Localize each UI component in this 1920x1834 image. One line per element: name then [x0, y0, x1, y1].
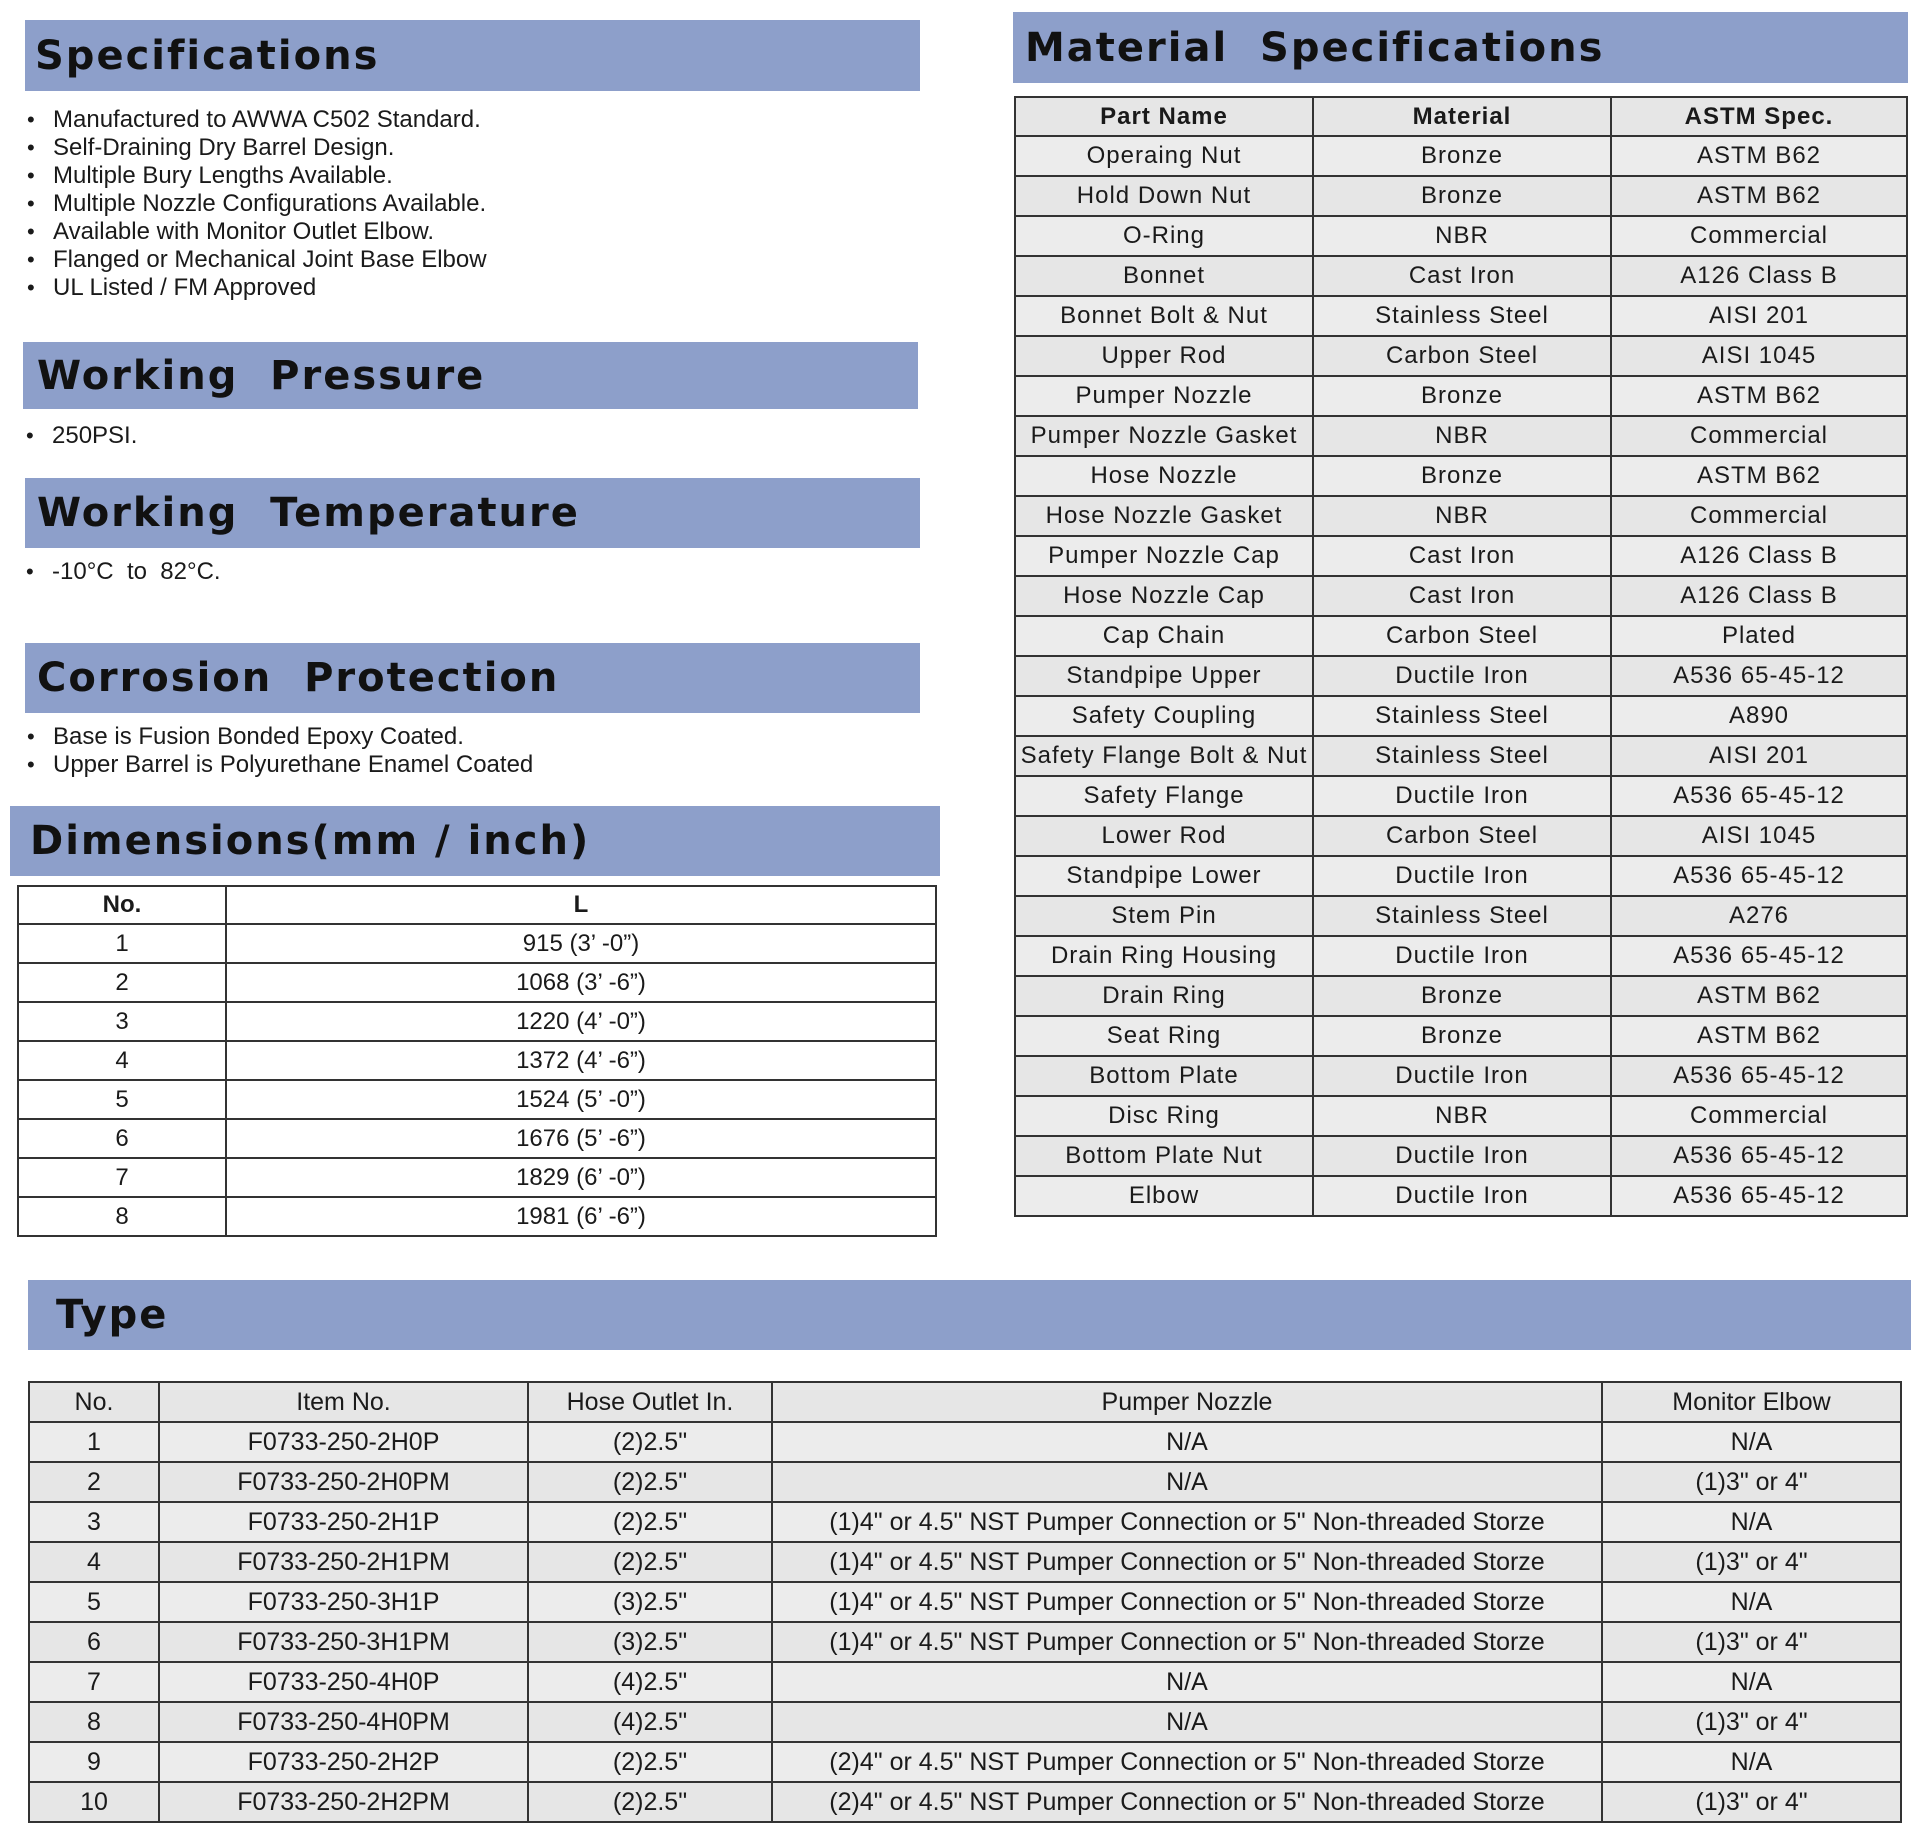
- table-row: [1015, 376, 1907, 416]
- table-cell: (1)4" or 4.5" NST Pumper Connection or 5" Non-threaded Storze: [772, 1622, 1602, 1662]
- table-cell: Bottom Plate Nut: [1015, 1136, 1313, 1176]
- table-row: [1015, 176, 1907, 216]
- table-row: [1015, 976, 1907, 1016]
- list-item: • Upper Barrel is Polyurethane Enamel Coated: [25, 751, 905, 779]
- table-cell: Pumper Nozzle: [1015, 376, 1313, 416]
- table-cell: ASTM B62: [1611, 1016, 1907, 1056]
- table-cell: NBR: [1313, 216, 1611, 256]
- list-item: • Available with Monitor Outlet Elbow.: [25, 218, 905, 246]
- column-header: No.: [29, 1382, 159, 1422]
- table-cell: Cap Chain: [1015, 616, 1313, 656]
- table-cell: Seat Ring: [1015, 1016, 1313, 1056]
- list-item: • Self-Draining Dry Barrel Design.: [25, 134, 905, 162]
- table-cell: Cast Iron: [1313, 256, 1611, 296]
- table-cell: 1: [29, 1422, 159, 1462]
- table-cell: A890: [1611, 696, 1907, 736]
- table-cell: 4: [18, 1041, 226, 1080]
- table-row: [1015, 1096, 1907, 1136]
- list-item: • UL Listed / FM Approved: [25, 274, 905, 302]
- table-cell: 9: [29, 1742, 159, 1782]
- table-cell: Carbon Steel: [1313, 336, 1611, 376]
- corrosion-protection-header: [25, 643, 920, 713]
- dimensions-header: [10, 806, 940, 876]
- table-cell: Bonnet Bolt & Nut: [1015, 296, 1313, 336]
- list-item: • Flanged or Mechanical Joint Base Elbow: [25, 246, 905, 274]
- table-cell: AISI 201: [1611, 296, 1907, 336]
- table-cell: F0733-250-2H1PM: [159, 1542, 528, 1582]
- table-cell: Cast Iron: [1313, 536, 1611, 576]
- list-item: • Base is Fusion Bonded Epoxy Coated.: [25, 723, 905, 751]
- table-cell: AISI 1045: [1611, 816, 1907, 856]
- table-cell: 8: [18, 1197, 226, 1236]
- list-item: • Manufactured to AWWA C502 Standard.: [25, 106, 905, 134]
- column-header: ASTM Spec.: [1611, 97, 1907, 136]
- table-row: [1015, 216, 1907, 256]
- table-cell: Safety Flange: [1015, 776, 1313, 816]
- table-cell: A536 65-45-12: [1611, 936, 1907, 976]
- table-row: [18, 1158, 936, 1197]
- table-cell: (3)2.5": [528, 1622, 772, 1662]
- table-row: [18, 1002, 936, 1041]
- table-cell: Hose Nozzle: [1015, 456, 1313, 496]
- table-row: [1015, 336, 1907, 376]
- table-cell: A536 65-45-12: [1611, 1056, 1907, 1096]
- table-row: [18, 963, 936, 1002]
- table-cell: AISI 201: [1611, 736, 1907, 776]
- table-row: [29, 1542, 1901, 1582]
- table-cell: 915 (3’ -0”): [226, 924, 936, 963]
- table-row: [1015, 536, 1907, 576]
- table-cell: 7: [18, 1158, 226, 1197]
- table-cell: Hose Nozzle Gasket: [1015, 496, 1313, 536]
- column-header: Material: [1313, 97, 1611, 136]
- table-row: [18, 1119, 936, 1158]
- type-table: [28, 1381, 1902, 1823]
- table-row: [1015, 1136, 1907, 1176]
- table-cell: ASTM B62: [1611, 136, 1907, 176]
- table-cell: (4)2.5": [528, 1702, 772, 1742]
- table-row: [1015, 1016, 1907, 1056]
- table-cell: Hold Down Nut: [1015, 176, 1313, 216]
- table-row: [29, 1622, 1901, 1662]
- table-row: [1015, 296, 1907, 336]
- dimensions-title: Dimensions(mm / inch): [30, 818, 591, 864]
- specifications-header: [25, 20, 920, 91]
- table-cell: Upper Rod: [1015, 336, 1313, 376]
- table-row: [29, 1782, 1901, 1822]
- column-header: Pumper Nozzle: [772, 1382, 1602, 1422]
- table-row: [1015, 496, 1907, 536]
- table-cell: Elbow: [1015, 1176, 1313, 1216]
- table-cell: 10: [29, 1782, 159, 1822]
- table-cell: Stainless Steel: [1313, 296, 1611, 336]
- table-cell: (1)4" or 4.5" NST Pumper Connection or 5" Non-threaded Storze: [772, 1502, 1602, 1542]
- table-cell: 2: [18, 963, 226, 1002]
- table-cell: N/A: [772, 1702, 1602, 1742]
- table-row: [29, 1662, 1901, 1702]
- column-header: Part Name: [1015, 97, 1313, 136]
- table-cell: N/A: [772, 1422, 1602, 1462]
- table-row: [29, 1582, 1901, 1622]
- specifications-title: Specifications: [35, 32, 380, 79]
- table-row: [1015, 456, 1907, 496]
- table-cell: Carbon Steel: [1313, 616, 1611, 656]
- table-cell: Safety Coupling: [1015, 696, 1313, 736]
- table-cell: N/A: [1602, 1662, 1901, 1702]
- table-cell: Bronze: [1313, 176, 1611, 216]
- table-row: [18, 1080, 936, 1119]
- table-cell: 3: [18, 1002, 226, 1041]
- table-cell: N/A: [1602, 1422, 1901, 1462]
- table-cell: F0733-250-2H1P: [159, 1502, 528, 1542]
- list-item: • Multiple Bury Lengths Available.: [25, 162, 905, 190]
- table-cell: Lower Rod: [1015, 816, 1313, 856]
- table-cell: AISI 1045: [1611, 336, 1907, 376]
- table-cell: (3)2.5": [528, 1582, 772, 1622]
- table-cell: (1)3" or 4": [1602, 1782, 1901, 1822]
- table-row: [1015, 576, 1907, 616]
- list-item: • Multiple Nozzle Configurations Available.: [25, 190, 905, 218]
- table-cell: 2: [29, 1462, 159, 1502]
- table-cell: Carbon Steel: [1313, 816, 1611, 856]
- table-cell: 1981 (6’ -6”): [226, 1197, 936, 1236]
- table-cell: N/A: [772, 1462, 1602, 1502]
- table-cell: F0733-250-2H0P: [159, 1422, 528, 1462]
- table-cell: ASTM B62: [1611, 376, 1907, 416]
- list-item: • 250PSI.: [24, 422, 904, 450]
- table-row: [1015, 1176, 1907, 1216]
- type-header: [28, 1280, 1911, 1350]
- table-row: [1015, 696, 1907, 736]
- table-cell: 8: [29, 1702, 159, 1742]
- table-cell: (1)3" or 4": [1602, 1702, 1901, 1742]
- material-specifications-table: [1014, 96, 1908, 1217]
- table-cell: Commercial: [1611, 416, 1907, 456]
- table-cell: A536 65-45-12: [1611, 856, 1907, 896]
- table-cell: Pumper Nozzle Cap: [1015, 536, 1313, 576]
- dimensions-table: [17, 885, 937, 1237]
- table-cell: Ductile Iron: [1313, 856, 1611, 896]
- table-cell: (4)2.5": [528, 1662, 772, 1702]
- table-cell: 5: [29, 1582, 159, 1622]
- table-cell: 1676 (5’ -6”): [226, 1119, 936, 1158]
- table-cell: Ductile Iron: [1313, 1136, 1611, 1176]
- table-cell: (1)4" or 4.5" NST Pumper Connection or 5" Non-threaded Storze: [772, 1542, 1602, 1582]
- table-cell: Bronze: [1313, 1016, 1611, 1056]
- table-cell: Ductile Iron: [1313, 776, 1611, 816]
- table-cell: (1)3" or 4": [1602, 1462, 1901, 1502]
- table-cell: Hose Nozzle Cap: [1015, 576, 1313, 616]
- material-specifications-header: [1013, 12, 1908, 83]
- table-cell: Cast Iron: [1313, 576, 1611, 616]
- table-cell: (2)2.5": [528, 1462, 772, 1502]
- table-cell: Disc Ring: [1015, 1096, 1313, 1136]
- table-row: [1015, 1056, 1907, 1096]
- column-header: No.: [18, 886, 226, 924]
- table-cell: Bonnet: [1015, 256, 1313, 296]
- table-cell: A276: [1611, 896, 1907, 936]
- table-cell: Safety Flange Bolt & Nut: [1015, 736, 1313, 776]
- table-cell: Drain Ring Housing: [1015, 936, 1313, 976]
- working-temperature-title: Working Temperature: [37, 490, 580, 536]
- table-row: [18, 924, 936, 963]
- table-cell: N/A: [1602, 1742, 1901, 1782]
- table-cell: Bronze: [1313, 456, 1611, 496]
- table-cell: 6: [29, 1622, 159, 1662]
- table-cell: F0733-250-2H2PM: [159, 1782, 528, 1822]
- table-cell: (1)3" or 4": [1602, 1542, 1901, 1582]
- table-row: [29, 1702, 1901, 1742]
- table-cell: ASTM B62: [1611, 976, 1907, 1016]
- table-cell: 5: [18, 1080, 226, 1119]
- table-cell: Bronze: [1313, 136, 1611, 176]
- table-cell: F0733-250-2H0PM: [159, 1462, 528, 1502]
- working-pressure-title: Working Pressure: [37, 352, 486, 399]
- column-header: L: [226, 886, 936, 924]
- working-temperature-list: [24, 558, 904, 586]
- column-header: Item No.: [159, 1382, 528, 1422]
- table-cell: 1: [18, 924, 226, 963]
- table-cell: N/A: [1602, 1582, 1901, 1622]
- material-specifications-title: Material Specifications: [1025, 24, 1605, 71]
- table-row: [18, 1197, 936, 1236]
- table-row: [1015, 856, 1907, 896]
- table-cell: Standpipe Lower: [1015, 856, 1313, 896]
- table-row: [1015, 896, 1907, 936]
- table-row: [1015, 656, 1907, 696]
- table-row: [29, 1422, 1901, 1462]
- table-row: [1015, 256, 1907, 296]
- table-cell: A536 65-45-12: [1611, 776, 1907, 816]
- working-pressure-list: [24, 422, 904, 450]
- table-cell: Bottom Plate: [1015, 1056, 1313, 1096]
- table-cell: F0733-250-3H1P: [159, 1582, 528, 1622]
- table-cell: A536 65-45-12: [1611, 656, 1907, 696]
- table-cell: Ductile Iron: [1313, 936, 1611, 976]
- table-cell: F0733-250-4H0PM: [159, 1702, 528, 1742]
- table-cell: A536 65-45-12: [1611, 1136, 1907, 1176]
- table-cell: NBR: [1313, 1096, 1611, 1136]
- table-cell: Stainless Steel: [1313, 896, 1611, 936]
- table-cell: Standpipe Upper: [1015, 656, 1313, 696]
- list-item: • -10°C to 82°C.: [24, 558, 904, 586]
- corrosion-protection-list: [25, 723, 905, 779]
- table-cell: A126 Class B: [1611, 536, 1907, 576]
- table-cell: 7: [29, 1662, 159, 1702]
- table-cell: 3: [29, 1502, 159, 1542]
- table-cell: 1829 (6’ -0”): [226, 1158, 936, 1197]
- corrosion-protection-title: Corrosion Protection: [37, 655, 560, 701]
- table-cell: (2)4" or 4.5" NST Pumper Connection or 5" Non-threaded Storze: [772, 1742, 1602, 1782]
- table-cell: NBR: [1313, 496, 1611, 536]
- table-cell: 1068 (3’ -6”): [226, 963, 936, 1002]
- table-cell: F0733-250-2H2P: [159, 1742, 528, 1782]
- table-cell: Commercial: [1611, 1096, 1907, 1136]
- table-cell: (2)2.5": [528, 1742, 772, 1782]
- table-cell: A126 Class B: [1611, 576, 1907, 616]
- table-row: [1015, 816, 1907, 856]
- table-row: [1015, 936, 1907, 976]
- table-cell: Plated: [1611, 616, 1907, 656]
- table-cell: N/A: [1602, 1502, 1901, 1542]
- table-cell: Stainless Steel: [1313, 736, 1611, 776]
- table-cell: (2)2.5": [528, 1542, 772, 1582]
- table-row: [1015, 776, 1907, 816]
- table-cell: NBR: [1313, 416, 1611, 456]
- table-cell: Ductile Iron: [1313, 1056, 1611, 1096]
- table-cell: Ductile Iron: [1313, 1176, 1611, 1216]
- table-row: [29, 1502, 1901, 1542]
- table-cell: 1524 (5’ -0”): [226, 1080, 936, 1119]
- table-cell: Operaing Nut: [1015, 136, 1313, 176]
- table-cell: 1220 (4’ -0”): [226, 1002, 936, 1041]
- table-cell: Bronze: [1313, 976, 1611, 1016]
- table-cell: (2)2.5": [528, 1422, 772, 1462]
- table-row: [1015, 616, 1907, 656]
- table-cell: Ductile Iron: [1313, 656, 1611, 696]
- table-cell: (1)4" or 4.5" NST Pumper Connection or 5" Non-threaded Storze: [772, 1582, 1602, 1622]
- table-cell: A536 65-45-12: [1611, 1176, 1907, 1216]
- table-cell: Commercial: [1611, 496, 1907, 536]
- table-row: [29, 1742, 1901, 1782]
- table-cell: (1)3" or 4": [1602, 1622, 1901, 1662]
- table-row: [29, 1462, 1901, 1502]
- table-cell: 4: [29, 1542, 159, 1582]
- table-cell: Commercial: [1611, 216, 1907, 256]
- table-cell: N/A: [772, 1662, 1602, 1702]
- table-cell: F0733-250-3H1PM: [159, 1622, 528, 1662]
- table-cell: (2)2.5": [528, 1502, 772, 1542]
- table-cell: F0733-250-4H0P: [159, 1662, 528, 1702]
- specifications-list: [25, 106, 905, 302]
- table-row: [18, 1041, 936, 1080]
- table-cell: 1372 (4’ -6”): [226, 1041, 936, 1080]
- table-cell: ASTM B62: [1611, 176, 1907, 216]
- table-row: [1015, 416, 1907, 456]
- table-row: [1015, 736, 1907, 776]
- table-cell: 6: [18, 1119, 226, 1158]
- table-cell: Stem Pin: [1015, 896, 1313, 936]
- table-cell: ASTM B62: [1611, 456, 1907, 496]
- working-pressure-header: [23, 342, 918, 409]
- table-cell: (2)2.5": [528, 1782, 772, 1822]
- working-temperature-header: [25, 478, 920, 548]
- column-header: Hose Outlet In.: [528, 1382, 772, 1422]
- table-cell: Stainless Steel: [1313, 696, 1611, 736]
- table-cell: O-Ring: [1015, 216, 1313, 256]
- table-row: [1015, 136, 1907, 176]
- table-cell: Pumper Nozzle Gasket: [1015, 416, 1313, 456]
- table-cell: Drain Ring: [1015, 976, 1313, 1016]
- type-title: Type: [56, 1292, 169, 1338]
- column-header: Monitor Elbow: [1602, 1382, 1901, 1422]
- table-cell: (2)4" or 4.5" NST Pumper Connection or 5" Non-threaded Storze: [772, 1782, 1602, 1822]
- table-cell: A126 Class B: [1611, 256, 1907, 296]
- table-cell: Bronze: [1313, 376, 1611, 416]
